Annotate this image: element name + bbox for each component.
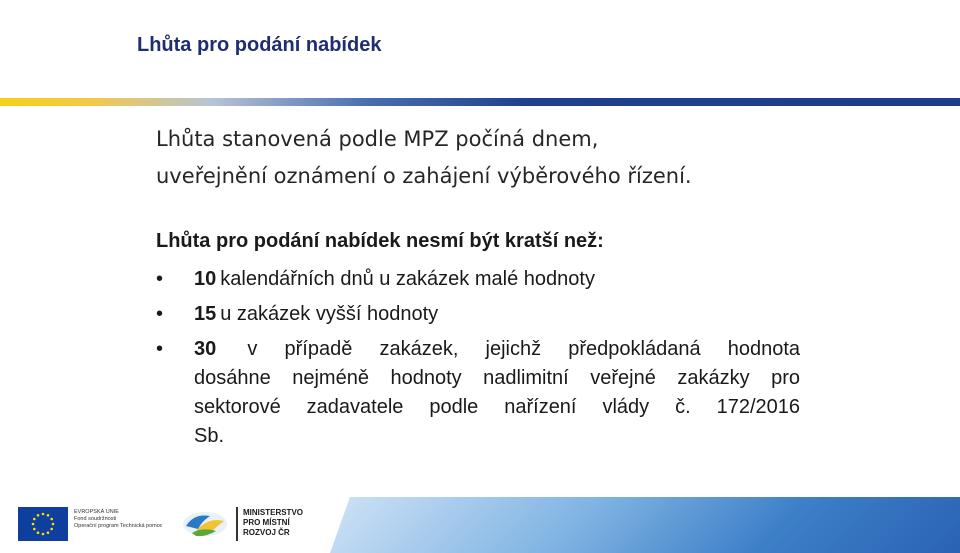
footer-logos	[0, 497, 330, 553]
days-number: 15	[194, 303, 217, 325]
header-divider-bar	[0, 98, 960, 106]
list-item-text: sektorové zadavatele podle nařízení vlády č. 172/2016	[194, 396, 800, 418]
deadline-list	[156, 265, 806, 457]
intro-line: Lhůta stanovená podle MPZ počíná dnem,	[156, 127, 599, 151]
bullet-marker: •	[156, 338, 164, 360]
bullet-marker: •	[156, 268, 164, 290]
regional-development-logo-icon	[180, 507, 230, 541]
slide-title: Lhůta pro podání nabídek	[137, 34, 382, 56]
list-item	[156, 335, 806, 451]
list-item-text: kalendářních dnů u zakázek malé hodnoty	[220, 268, 595, 290]
bullet-marker: •	[156, 303, 164, 325]
list-item-text: dosáhne nejméně hodnoty nadlimitní veřejné zakázky pro	[194, 367, 800, 389]
list-item-text: u zakázek vyšší hodnoty	[220, 303, 439, 325]
list-item-text: v případě zakázek, jejichž předpokládaná hodnota	[247, 338, 801, 360]
eu-text-line: Fond soudržnosti	[74, 516, 117, 522]
eu-program-text	[74, 509, 163, 530]
ministry-text-line: MINISTERSTVO	[243, 508, 304, 517]
eu-text-line: Operační program Technická pomoc	[74, 523, 163, 529]
list-item	[156, 265, 806, 294]
list-item-text: Sb.	[194, 425, 225, 447]
eu-text-line: EVROPSKÁ UNIE	[74, 509, 119, 515]
intro-paragraph	[156, 121, 856, 195]
ministry-text-line: PRO MÍSTNÍ	[243, 518, 290, 527]
ministry-logo-text	[243, 508, 303, 538]
list-item	[156, 300, 806, 329]
days-number: 30	[194, 338, 217, 360]
lead-heading: Lhůta pro podání nabídek nesmí být kratší než:	[156, 230, 604, 252]
ministry-text-line: ROZVOJ ČR	[243, 528, 290, 537]
footer-decorative-strip	[330, 497, 960, 553]
intro-line: uveřejnění oznámení o zahájení výběrového řízení.	[156, 164, 692, 188]
days-number: 10	[194, 268, 217, 290]
eu-flag-icon	[18, 507, 68, 541]
logo-divider	[236, 507, 238, 541]
